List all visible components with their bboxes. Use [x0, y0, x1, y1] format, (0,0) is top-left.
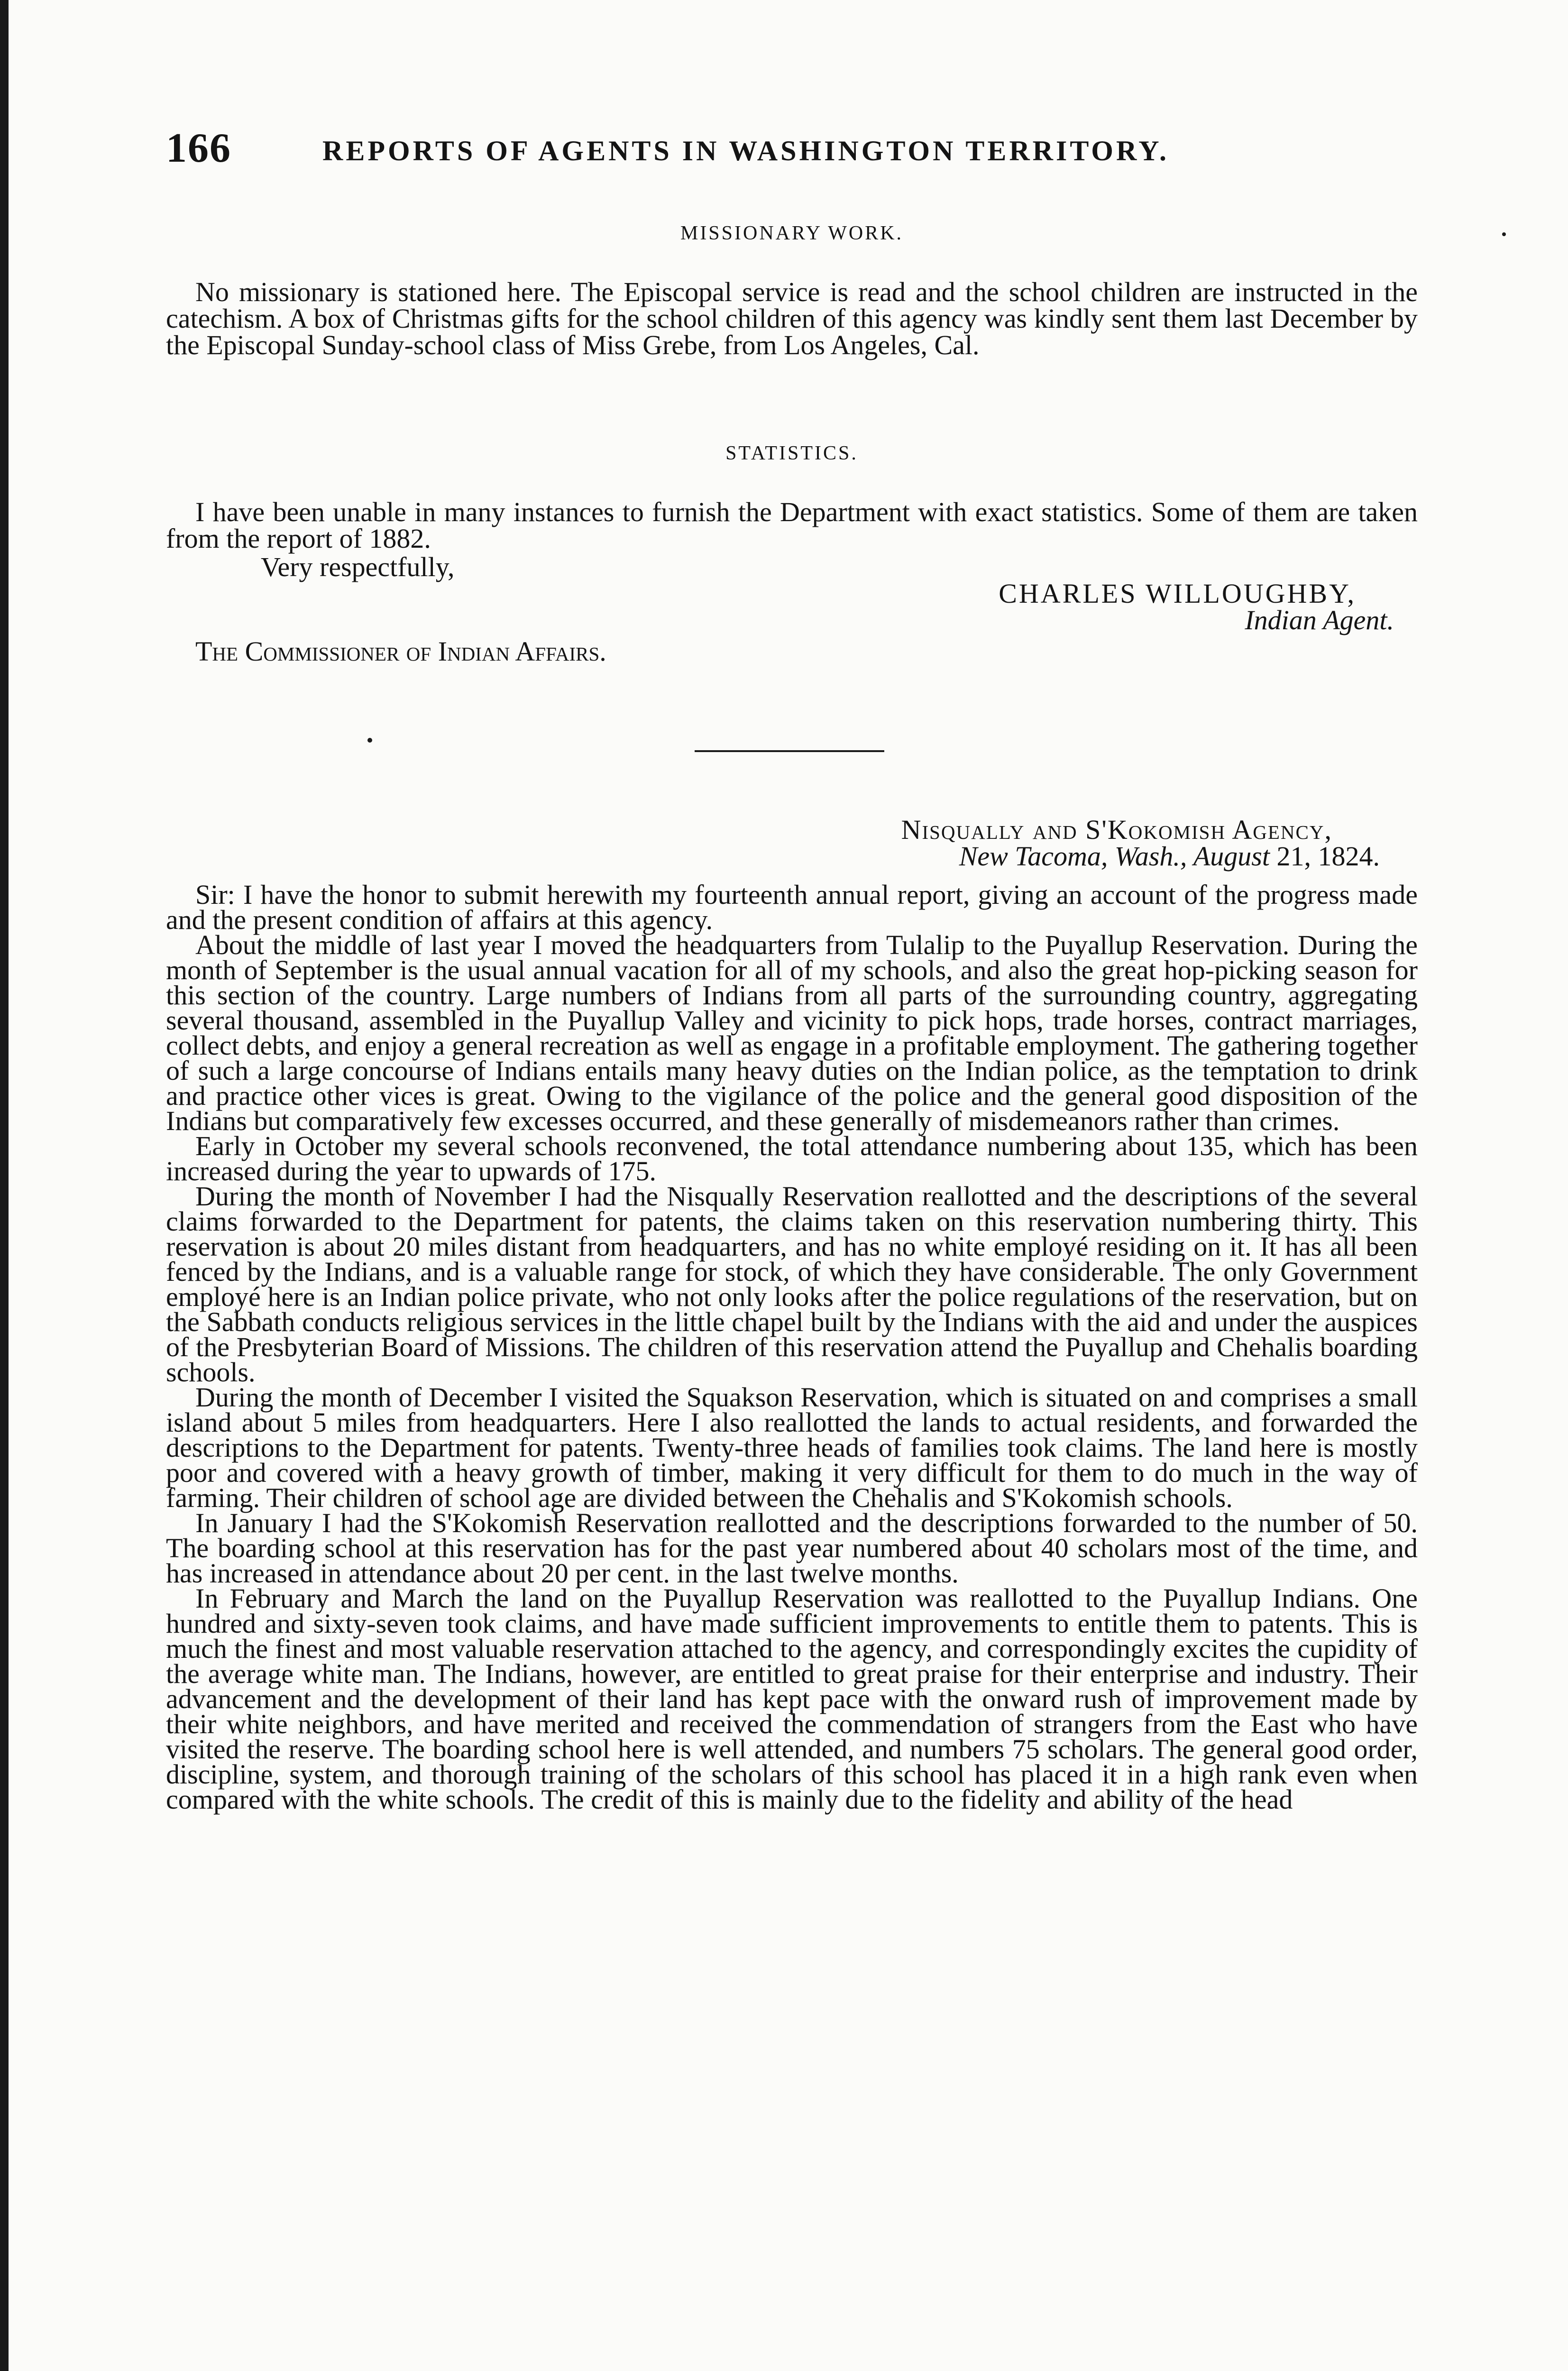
- agency-dateline: [166, 843, 1418, 870]
- signature-name: CHARLES WILLOUGHBY,: [999, 578, 1356, 609]
- addressee: The Commissioner of Indian Affairs.: [195, 636, 606, 667]
- scan-edge-left: [0, 0, 9, 2371]
- report-paragraph: During the month of November I had the Nisqually Reservation reallotted and the descriptions of the several claims forwarded to the Department for patents, the claims taken on this reservation numbering thirty. This reservation is about 20 miles distant from headquarters, and has no white employé residing on it. It has all been fenced by the Indians, and is a valuable range for stock, of which they have considerable. The only Government employé here is an Indian police private, who not only looks after the police regulations of the reservation, but on the Sabbath conducts religious services in the little chapel built by the Indians with the aid and under the auspices of the Presbyterian Board of Missions. The children of this reservation attend the Puyallup and Chehalis boarding schools.: [166, 1181, 1418, 1388]
- report-paragraph: Sir: I have the honor to submit herewith my fourteenth annual report, giving an account of the progress made and the present condition of affairs at this agency.: [166, 879, 1418, 935]
- report-paragraph: During the month of December I visited the Squakson Reservation, which is situated on and comprises a small island about 5 miles from headquarters. Here I also reallotted the lands to actual residents, and forwarded the descriptions to the Department for patents. Twenty-three heads of families took claims. The land here is mostly poor and covered with a heavy growth of timber, making it very difficult for them to do much in the way of farming. Their children of school age are divided between the Chehalis and S'Kokomish schools.: [166, 1382, 1418, 1513]
- signature-title: Indian Agent.: [1245, 605, 1394, 635]
- print-speck: [367, 738, 372, 743]
- statistics-section: [166, 496, 1418, 554]
- report-paragraph: Early in October my several schools reconvened, the total attendance numbering about 135, which has been increased during the year to upwards of 175.: [166, 1130, 1418, 1186]
- statistics-paragraph: I have been unable in many instances to furnish the Department with exact statistics. Some of them are taken from the report of 1882.: [166, 496, 1418, 554]
- running-head: REPORTS OF AGENTS IN WASHINGTON TERRITORY.: [322, 135, 1170, 166]
- report-paragraph: In January I had the S'Kokomish Reservation reallotted and the descriptions forwarded to the number of 50. The boarding school at this reservation has for the past year numbered about 40 scholars most of the time, and has increased in attendance about 20 per cent. in the last twelve months.: [166, 1507, 1418, 1589]
- print-speck: [1502, 232, 1506, 236]
- closing-respectfully: Very respectfully,: [261, 551, 455, 582]
- agency-date: 21, 1824.: [1276, 841, 1380, 872]
- missionary-paragraph: No missionary is stationed here. The Episcopal service is read and the school children are instructed in the catechism. A box of Christmas gifts for the school children of this agency was kindly sent them last December by the Episcopal Sunday-school class of Miss Grebe, from Los Angeles, Cal.: [166, 276, 1418, 360]
- report-paragraph: In February and March the land on the Puyallup Reservation was reallotted to the Puyallup Indians. One hundred and sixty-seven took claims, and have made sufficient improvements to entitle them to patents. This is much the finest and most valuable reservation attached to the agency, and correspondingly excites the cupidity of the average white man. The Indians, however, are entitled to great praise for their enterprise and industry. Their advancement and the development of their land has kept pace with the onward rush of improvement made by their white neighbors, and have merited and received the commendation of strangers from the East who have visited the reserve. The boarding school here is well attended, and numbers 75 scholars. The general good order, discipline, system, and thorough training of the scholars of this school has placed it in a high rank even when compared with the white schools. The credit of this is mainly due to the fidelity and ability of the head: [166, 1583, 1418, 1815]
- statistics-heading: STATISTICS.: [725, 442, 858, 464]
- missionary-section: [166, 276, 1418, 360]
- missionary-heading: MISSIONARY WORK.: [680, 222, 904, 244]
- agency-place: New Tacoma, Wash., August: [959, 841, 1270, 872]
- letter-closing: [166, 551, 1418, 667]
- page-header: [166, 124, 1418, 176]
- page-number: 166: [166, 125, 231, 171]
- agency-heading: [166, 814, 1418, 872]
- report-paragraph: About the middle of last year I moved the headquarters from Tulalip to the Puyallup Reservation. During the month of September is the usual annual vacation for all of my schools, and also the great hop-picking season for this section of the country. Large numbers of Indians from all parts of the surrounding country, aggregating several thousand, assembled in the Puyallup Valley and vicinity to pick hops, trade horses, contract marriages, collect debts, and enjoy a general recreation as well as engage in a profitable employment. The gathering together of such a large concourse of Indians entails many heavy duties on the Indian police, as the temptation to drink and practice other vices is great. Owing to the vigilance of the police and the general good disposition of the Indians but comparatively few excesses occurred, and these generally of misdemeanors rather than crimes.: [166, 929, 1418, 1136]
- agency-name: Nisqually and S'Kokomish Agency,: [901, 814, 1332, 845]
- report-body: [166, 879, 1418, 1815]
- section-divider: [695, 750, 884, 752]
